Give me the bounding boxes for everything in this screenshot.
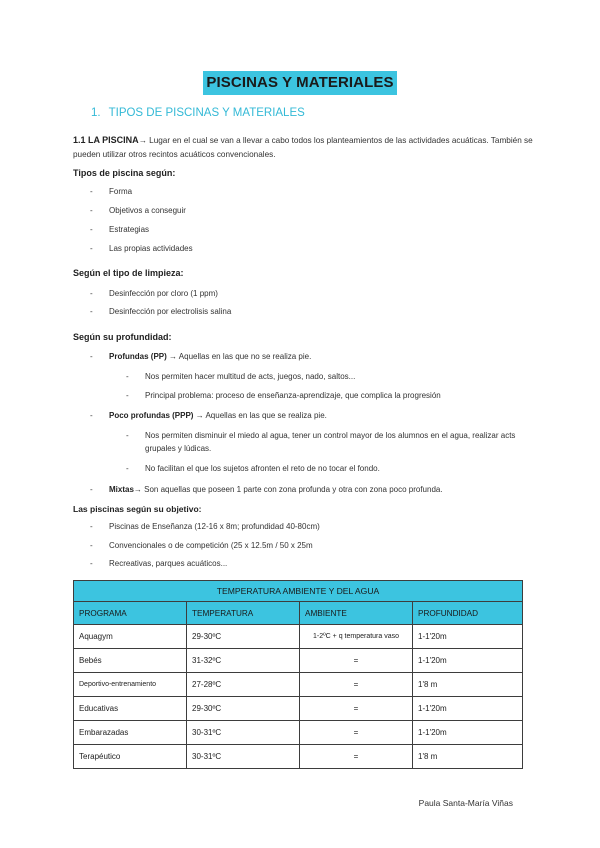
table-row xyxy=(74,721,523,745)
table-cell: Aquagym xyxy=(74,625,187,649)
table-header-cell: PROFUNDIDAD xyxy=(413,602,523,625)
section-number: 1. xyxy=(91,107,101,119)
intro-label: 1.1 LA PISCINA xyxy=(73,135,139,145)
objetivo-heading: Las piscinas según su objetivo: xyxy=(73,504,202,514)
tipos-heading: Tipos de piscina según: xyxy=(73,168,176,178)
temperature-table xyxy=(73,580,523,769)
profundidad-heading: Según su profundidad: xyxy=(73,332,172,342)
list-item-profundas: - Profundas (PP) → Aquellas en las que no se realiza pie. xyxy=(90,352,312,361)
section-heading xyxy=(91,107,305,119)
list-item: - Estrategias xyxy=(90,225,150,234)
table-row xyxy=(74,697,523,721)
table-cell: 29-30ºC xyxy=(187,697,300,721)
table-cell: 30-31ºC xyxy=(187,745,300,769)
limpieza-heading: Según el tipo de limpieza: xyxy=(73,268,184,278)
table-caption: TEMPERATURA AMBIENTE Y DEL AGUA xyxy=(74,581,523,602)
sub-list-item: - Nos permiten disminuir el miedo al agua, tener un control mayor de los alumnos en el agua, realizar acts grupales y lúdicas. xyxy=(126,431,516,453)
sub-list-item: - No facilitan el que los sujetos afronten el reto de no tocar el fondo. xyxy=(126,464,380,473)
table-row xyxy=(74,625,523,649)
sub-list-item: - Nos permiten hacer multitud de acts, juegos, nado, saltos... xyxy=(126,372,356,381)
footer-author: Paula Santa-María Viñas xyxy=(418,798,513,808)
table-cell: Bebés xyxy=(74,649,187,673)
intro-arrow: → xyxy=(138,136,147,145)
list-item-mixtas: - Mixtas→ Son aquellas que poseen 1 parte con zona profunda y otra con zona poco profunda. xyxy=(90,485,443,494)
table-cell: 31-32ºC xyxy=(187,649,300,673)
table-cell: 29-30ºC xyxy=(187,625,300,649)
table-cell: 1-1'20m xyxy=(413,721,523,745)
sub-list-item: - Principal problema: proceso de enseñanza-aprendizaje, que complica la progresión xyxy=(126,391,441,400)
table-header-row xyxy=(74,602,523,625)
table-cell: = xyxy=(300,721,413,745)
list-item: - Las propias actividades xyxy=(90,244,193,253)
list-item-poco-profundas: - Poco profundas (PPP) → Aquellas en las que se realiza pie. xyxy=(90,411,327,420)
table-row xyxy=(74,673,523,697)
list-item: - Piscinas de Enseñanza (12-16 x 8m; profundidad 40-80cm) xyxy=(90,522,320,531)
table-cell: 1-2ºC + q temperatura vaso xyxy=(300,625,413,649)
table-row xyxy=(74,649,523,673)
table-cell: = xyxy=(300,697,413,721)
table-header-cell: AMBIENTE xyxy=(300,602,413,625)
intro-paragraph xyxy=(73,134,533,161)
section-heading-text: TIPOS DE PISCINAS Y MATERIALES xyxy=(108,107,305,119)
table-cell: = xyxy=(300,745,413,769)
table-cell: Terapéutico xyxy=(74,745,187,769)
table-cell: 30-31ºC xyxy=(187,721,300,745)
table-cell: 1-1'20m xyxy=(413,697,523,721)
list-item: - Objetivos a conseguir xyxy=(90,206,186,215)
list-item: - Convencionales o de competición (25 x 12.5m / 50 x 25m xyxy=(90,541,313,550)
table-cell: 1-1'20m xyxy=(413,625,523,649)
title-wrap xyxy=(0,71,600,95)
list-item: - Desinfección por cloro (1 ppm) xyxy=(90,289,218,298)
table-cell: 27-28ºC xyxy=(187,673,300,697)
table-header-cell: PROGRAMA xyxy=(74,602,187,625)
table-row xyxy=(74,745,523,769)
list-item: - Desinfección por electrolisis salina xyxy=(90,307,232,316)
table-cell: Educativas xyxy=(74,697,187,721)
table-cell: 1-1'20m xyxy=(413,649,523,673)
list-item: - Recreativas, parques acuáticos... xyxy=(90,559,228,568)
table-cell: Embarazadas xyxy=(74,721,187,745)
table-cell: = xyxy=(300,673,413,697)
list-item: - Forma xyxy=(90,187,133,196)
page-title: PISCINAS Y MATERIALES xyxy=(203,71,396,95)
table-cell: 1'8 m xyxy=(413,745,523,769)
table-cell: = xyxy=(300,649,413,673)
table-cell: 1'8 m xyxy=(413,673,523,697)
table-header-cell: TEMPERATURA xyxy=(187,602,300,625)
intro-text: Lugar en el cual se van a llevar a cabo todos los planteamientos de las actividades acuáticas. También se pueden utilizar otros recintos acuáticos convencionales. xyxy=(73,136,533,159)
table-cell: Deportivo-entrenamiento xyxy=(74,673,187,697)
